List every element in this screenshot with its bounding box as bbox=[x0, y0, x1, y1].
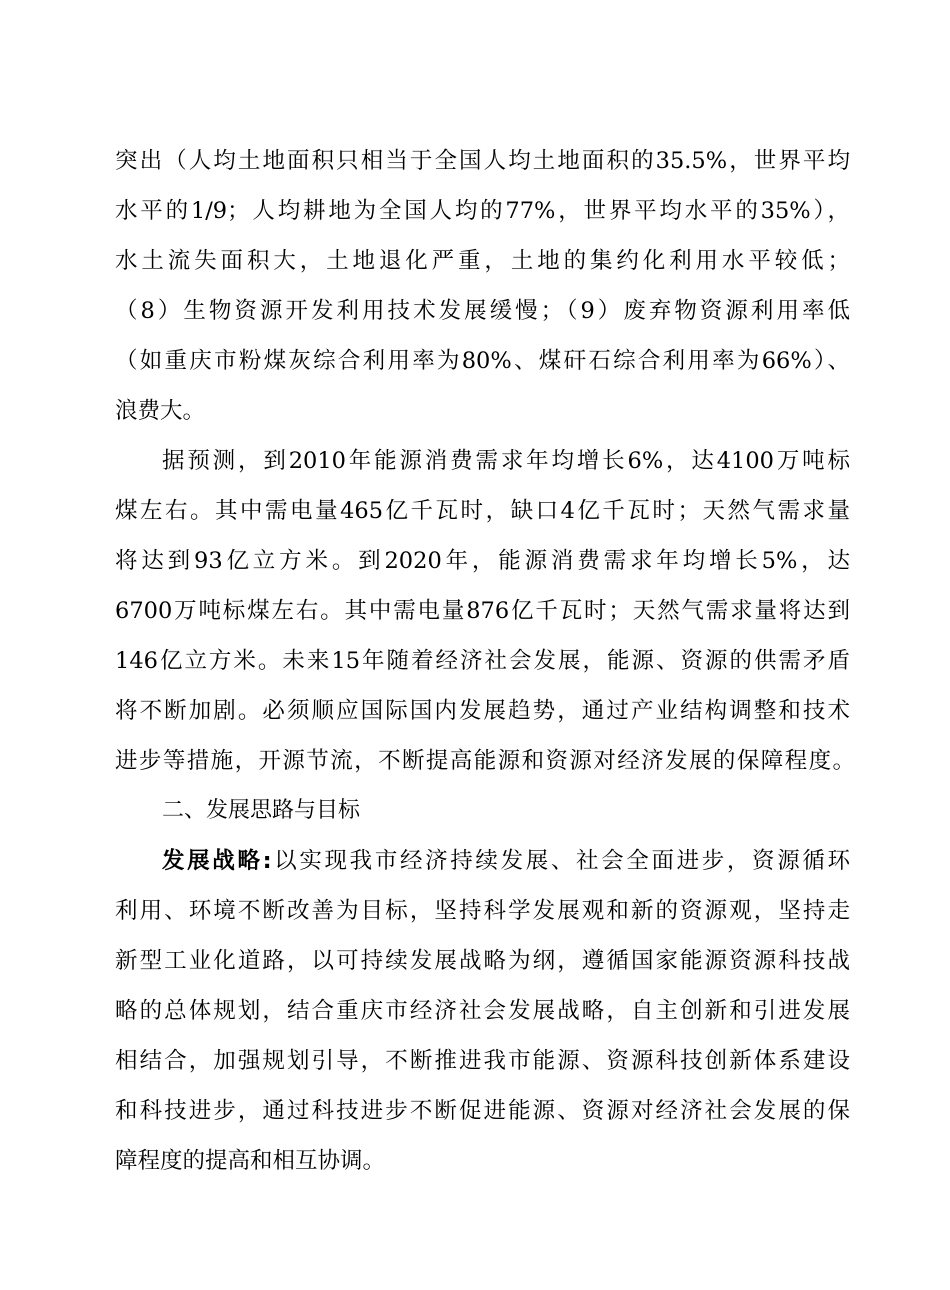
paragraph-2-line-5: 146亿立方米。未来15年随着经济社会发展，能源、资源的供需矛盾 bbox=[115, 648, 850, 674]
paragraph-2-line-6: 将不断加剧。必须顺应国际国内发展趋势，通过产业结构调整和技术 bbox=[115, 698, 850, 724]
paragraph-3-line-6: 和科技进步，通过科技进步不断促进能源、资源对经济社会发展的保 bbox=[115, 1098, 850, 1124]
paragraph-1-line-1: 突出（人均土地面积只相当于全国人均土地面积的35.5%，世界平均 bbox=[115, 148, 850, 174]
paragraph-1-line-6: 浪费大。 bbox=[115, 398, 206, 424]
paragraph-2-line-3: 将达到93亿立方米。到2020年，能源消费需求年均增长5%，达 bbox=[115, 548, 850, 574]
paragraph-1-line-4: （8）生物资源开发利用技术发展缓慢；（9）废弃物资源利用率低 bbox=[115, 298, 850, 324]
paragraph-3-line-1 bbox=[162, 836, 850, 886]
paragraph-2-line-4: 6700万吨标煤左右。其中需电量876亿千瓦时；天然气需求量将达到 bbox=[115, 598, 850, 624]
paragraph-3-line-5: 相结合，加强规划引导，不断推进我市能源、资源科技创新体系建设 bbox=[115, 1048, 850, 1074]
paragraph-3-line-4: 略的总体规划，结合重庆市经济社会发展战略，自主创新和引进发展 bbox=[115, 998, 850, 1024]
paragraph-1-line-5: （如重庆市粉煤灰综合利用率为80%、煤矸石综合利用率为66%）、 bbox=[115, 348, 850, 374]
paragraph-1-line-3: 水土流失面积大，土地退化严重，土地的集约化利用水平较低； bbox=[115, 248, 850, 274]
paragraph-2-line-7: 进步等措施，开源节流，不断提高能源和资源对经济发展的保障程度。 bbox=[115, 748, 855, 774]
section-heading: 二、发展思路与目标 bbox=[162, 798, 361, 823]
paragraph-3-line-7: 障程度的提高和相互协调。 bbox=[115, 1148, 386, 1174]
paragraph-1-line-2: 水平的1/9；人均耕地为全国人均的77%，世界平均水平的35%）， bbox=[115, 198, 850, 224]
paragraph-3-line-2: 利用、环境不断改善为目标，坚持科学发展观和新的资源观，坚持走 bbox=[115, 898, 850, 924]
paragraph-2-line-2: 煤左右。其中需电量465亿千瓦时，缺口4亿千瓦时；天然气需求量 bbox=[115, 498, 850, 524]
paragraph-3-first-line-text: 以实现我市经济持续发展、社会全面进步，资源循环 bbox=[271, 848, 850, 874]
paragraph-3-line-3: 新型工业化道路，以可持续发展战略为纲，遵循国家能源资源科技战 bbox=[115, 948, 850, 974]
strategy-lead-label: 发展战略: bbox=[162, 848, 272, 874]
paragraph-2-line-1: 据预测，到2010年能源消费需求年均增长6%，达4100万吨标 bbox=[162, 448, 850, 474]
